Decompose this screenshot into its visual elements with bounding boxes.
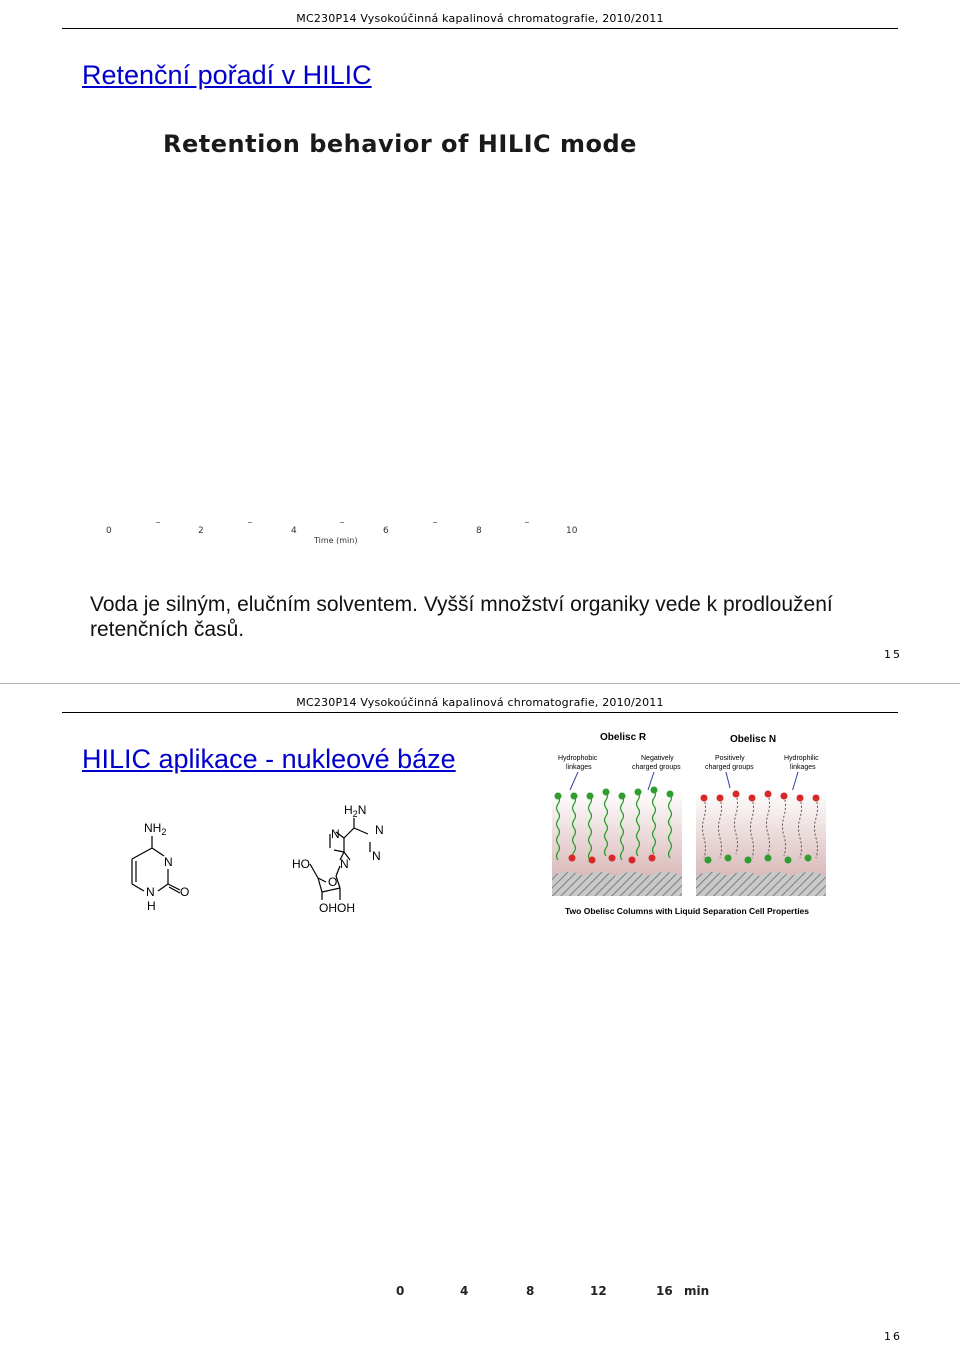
axis-minor-tick (340, 522, 344, 523)
axis-minor-tick (248, 522, 252, 523)
cytosine-structure (118, 814, 208, 914)
slide-title[interactable]: HILIC aplikace - nukleové báze (82, 744, 456, 774)
page-15 (0, 0, 960, 683)
page-16 (0, 684, 960, 1367)
callout-label: Hydrophilic (784, 755, 819, 762)
axis-tick: 6 (383, 526, 389, 536)
callout-label: charged groups (632, 764, 681, 771)
time-axis (100, 522, 600, 552)
page-number: 15 (884, 648, 902, 661)
header-rule (62, 28, 898, 29)
silica-surface-r (552, 872, 682, 896)
axis-minor-tick (525, 522, 529, 523)
axis-tick: 8 (526, 1284, 535, 1298)
atom-label: $H_2N$ (344, 803, 367, 819)
atom-label: O (180, 885, 190, 899)
axis-tick: 0 (396, 1284, 405, 1298)
slide-heading: Retention behavior of HILIC mode (163, 130, 637, 158)
axis-tick: 8 (476, 526, 482, 536)
axis-tick: 16 (656, 1284, 673, 1298)
page-header: MC230P14 Vysokoúčinná kapalinová chromatografie, 2010/2011 (296, 696, 664, 709)
page-number: 16 (884, 1330, 902, 1343)
axis-tick: 12 (590, 1284, 607, 1298)
obelisc-n-panel (696, 790, 826, 878)
axis-tick: 0 (106, 526, 112, 536)
obelisc-r-label: Obelisc R (600, 732, 647, 743)
axis-tick: 4 (460, 1284, 469, 1298)
obelisc-n-label: Obelisc N (730, 734, 777, 745)
callout-label: linkages (566, 764, 592, 771)
atom-label: N (331, 827, 340, 841)
callout-label: charged groups (705, 764, 754, 771)
atom-label: N (146, 885, 155, 899)
axis-minor-tick (433, 522, 437, 523)
atom-label: N (372, 849, 381, 863)
axis-tick: 2 (198, 526, 204, 536)
body-line: retenčních časů. (90, 618, 245, 641)
axis-tick: 4 (291, 526, 297, 536)
body-line: Voda je silným, elučním solventem. Vyšší množství organiky vede k prodloužení (90, 593, 833, 616)
atom-label: $NH_2$ (144, 821, 167, 837)
body-text (90, 592, 910, 642)
obelisc-diagram (548, 730, 832, 920)
silica-surface-n (696, 872, 826, 896)
atom-label: N (375, 823, 384, 837)
atom-label: OHOH (319, 901, 355, 915)
atom-label: HO (292, 857, 310, 871)
atom-label: H (147, 899, 156, 913)
axis-tick: 10 (566, 526, 578, 536)
adenosine-structure (288, 800, 398, 916)
time-axis (392, 1278, 732, 1302)
atom-label: O (328, 875, 338, 889)
header-rule (62, 712, 898, 713)
diagram-caption: Two Obelisc Columns with Liquid Separation Cell Properties (565, 906, 810, 916)
atom-label: N (340, 857, 349, 871)
callout-label: Hydrophobic (558, 755, 598, 762)
callout-label: linkages (790, 764, 816, 771)
page-header: MC230P14 Vysokoúčinná kapalinová chromatografie, 2010/2011 (296, 12, 664, 25)
atom-label: N (164, 855, 173, 869)
axis-unit: min (684, 1284, 710, 1298)
slide-title[interactable]: Retenční pořadí v HILIC (82, 60, 372, 90)
callout-label: Negatively (641, 755, 674, 762)
axis-minor-tick (156, 522, 160, 523)
callout-label: Positively (715, 755, 745, 762)
obelisc-r-panel (552, 790, 682, 878)
axis-label: Time (min) (314, 536, 358, 545)
